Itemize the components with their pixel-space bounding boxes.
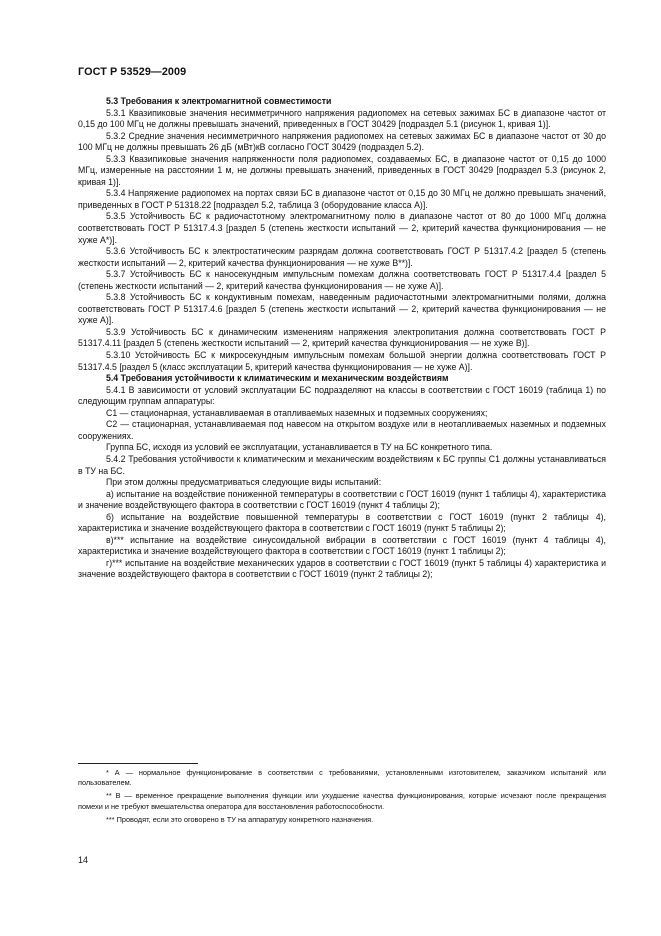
section-heading-5-3: 5.3 Требования к электромагнитной совместимости [106,96,332,106]
list-item-a: а) испытание на воздействие пониженной температуры в соответствии с ГОСТ 16019 (пункт 1 таблицы 4), характеристика и значение воздействующего фактора в соответствии с ГОСТ 16019 (пункт 4 таблицы 2); [78,488,606,511]
list-item-v: в)*** испытание на воздействие синусоидальной вибрации в соответствии с ГОСТ 16019 (пункт 4 таблицы 4), характеристика и значение воздействующего фактора в соответствии с ГОСТ 16019 (пункт 1 таблицы 2); [78,534,606,557]
list-item-b: б) испытание на воздействие повышенной температуры в соответствии с ГОСТ 16019 (пункт 2 таблицы 4), характеристика и значение воздействующего фактора в соответствии с ГОСТ 16019 (пункт 5 таблицы 2); [78,511,606,534]
document-header: ГОСТ Р 53529—2009 [78,66,187,78]
paragraph-group-note: Группа БС, исходя из условий ее эксплуатации, устанавливается в ТУ на БС конкретного типа. [106,442,493,453]
paragraph-5-3-3: 5.3.3 Квазипиковые значения напряженности поля радиопомех, создаваемых БС, в диапазоне частот от 0,15 до 1000 МГц, измеренные на расстоянии 1 м, не должны превышать значений, приведенных в ГОСТ 30429 [подраздел 5.3 (рисунок 2, кривая 1)]. [78,153,606,187]
footnotes [78,768,606,825]
paragraph-5-3-5: 5.3.5 Устойчивость БС к радиочастотному электромагнитному полю в диапазоне частот от 80 до 1000 МГц должна соответствовать ГОСТ Р 51317.4.3 [раздел 5 (степень жесткости испытаний — 2, критерий качества функционирования — не хуже А*)]. [78,211,606,245]
paragraph-5-3-6: 5.3.6 Устойчивость БС к электростатическим разрядам должна соответствовать ГОСТ Р 51317.4.2 [раздел 5 (степень жесткости испытаний — 2, критерий качества функционирования — не хуже В**)]. [78,246,606,268]
paragraph-5-3-1: 5.3.1 Квазипиковые значения несимметричного напряжения радиопомех на сетевых зажимах БС в диапазоне частот от 0,15 до 100 МГц не должны превышать значений, приведенных в ГОСТ 30429 [подраздел 5.1 (рисунок 1, кривая 1)]. [78,107,606,130]
paragraph-5-3-9: 5.3.9 Устойчивость БС к динамическим изменениям напряжения электропитания должна соответствовать ГОСТ Р 51317.4.11 [раздел 5 (степень жесткости испытаний — 2, критерий качества функционирования — не хуже В)]. [78,326,606,349]
footnote-1: * А — нормальное функционирование в соответствии с требованиями, установленными изготовителем, заказчиком испытаний или пользователем. [78,768,606,788]
paragraph-group-c2: С2 — стационарная, устанавливаемая под навесом на открытом воздухе или в неотапливаемых наземных и подземных сооружениях. [78,419,606,441]
paragraph-5-3-2: 5.3.2 Средние значения несимметричного напряжения радиопомех на сетевых зажимах БС в диапазоне частот от 30 до 100 МГц не должны превышать 26 дБ (мВт)кВ согласно ГОСТ 30429 (подраздел 5.2). [78,130,606,153]
footnote-3: *** Проводят, если это оговорено в ТУ на аппаратуру конкретного назначения. [106,814,374,824]
section-heading-5-4: 5.4 Требования устойчивости к климатическим и механическим воздействиям [106,373,449,384]
paragraph-tests-intro: При этом должны предусматриваться следующие виды испытаний: [106,477,382,488]
main-text [78,96,606,581]
paragraph-group-c1: С1 — стационарная, устанавливаемая в отапливаемых наземных и подземных сооружениях; [106,407,488,418]
paragraph-5-4-1: 5.4.1 В зависимости от условий эксплуатации БС подразделяют на классы в соответствии с ГОСТ 16019 (таблица 1) по следующим группам аппаратуры: [78,384,606,407]
paragraph-5-4-2: 5.4.2 Требования устойчивости к климатическим и механическим воздействиям к БС группы С1 должны устанавливаться в ТУ на БС. [78,453,606,476]
paragraph-5-3-10: 5.3.10 Устойчивость БС к микросекундным импульсным помехам большой энергии должна соответствовать ГОСТ Р 51317.4.5 [раздел 5 (класс эксплуатации 5, критерий качества функционирования — не хуже А)]. [78,350,606,372]
paragraph-5-3-4: 5.3.4 Напряжение радиопомех на портах связи БС в диапазоне частот от 0,15 до 30 МГц не должно превышать значений, приведенных в ГОСТ Р 51318.22 [подраздел 5.2, таблица 3 (оборудование класса А)]. [78,188,606,210]
footnote-2: ** В — временное прекращение выполнения функции или ухудшение качества функционирования, которые исчезают после прекращения помехи и не требуют вмешательства оператора для восстановления работоспособности. [78,791,606,811]
paragraph-5-3-7: 5.3.7 Устойчивость БС к наносекундным импульсным помехам должна соответствовать ГОСТ Р 51317.4.4 [раздел 5 (степень жесткости испытаний — 2, критерий качества функционирования — не хуже А)]. [78,269,606,291]
footnote-divider [78,763,198,764]
page-number: 14 [78,855,89,865]
paragraph-5-3-8: 5.3.8 Устойчивость БС к кондуктивным помехам, наведенным радиочастотными электромагнитными полями, должна соответствовать ГОСТ Р 51317.4.6 [раздел 5 (степень жесткости испытаний — 2, критерий качества функционирования — не хуже А)]. [78,292,606,326]
list-item-g: г)*** испытание на воздействие механических ударов в соответствии с ГОСТ 16019 (пункт 5 таблицы 4) характеристика и значение воздействующего фактора в соответствии с ГОСТ 16019 (пункт 2 таблицы 2); [78,557,606,580]
